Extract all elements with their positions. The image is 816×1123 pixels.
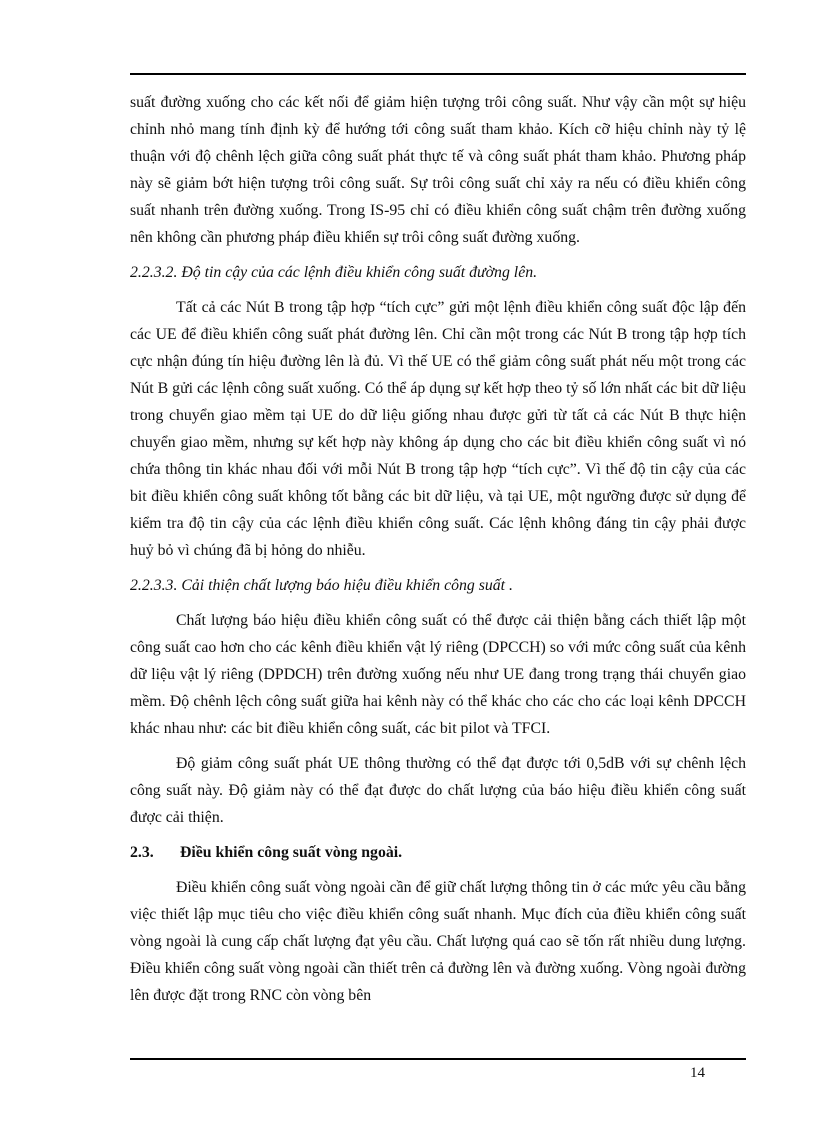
section-heading-2-3 bbox=[130, 839, 746, 866]
subsection-heading-2-2-3-2: 2.2.3.2. Độ tin cậy của các lệnh điều khiển công suất đường lên. bbox=[130, 264, 538, 281]
footer-rule bbox=[130, 1058, 746, 1060]
header-rule bbox=[130, 73, 746, 75]
paragraph-outer-loop: Điều khiển công suất vòng ngoài cần để giữ chất lượng thông tin ở các mức yêu cầu bằng việc thiết lập mục tiêu cho việc điều khiển công suất nhanh. Mục đích của điều khiển công suất vòng ngoài là cung cấp chất lượng đạt yêu cầu. Chất lượng quá cao sẽ tốn rất nhiều dung lượng. Điều khiển công suất vòng ngoài cần thiết trên cả đường lên và đường xuống. Vòng ngoài đường lên được đặt trong RNC còn vòng bên bbox=[130, 879, 746, 1004]
section-title: Điều khiển công suất vòng ngoài. bbox=[180, 844, 403, 861]
subsection-heading-2-2-3-3: 2.2.3.3. Cải thiện chất lượng báo hiệu điều khiển công suất . bbox=[130, 577, 513, 594]
page-number: 14 bbox=[690, 1065, 705, 1081]
section-number: 2.3. bbox=[130, 844, 154, 861]
paragraph-continuation: suất đường xuống cho các kết nối để giảm hiện tượng trôi công suất. Như vậy cần một sự hiệu chỉnh nhỏ mang tính định kỳ để hướng tới công suất tham khảo. Kích cỡ hiệu chỉnh này tỷ lệ thuận với độ chênh lệch giữa công suất phát thực tế và công suất phát tham khảo. Phương pháp này sẽ giảm bớt hiện tượng trôi công suất. Sự trôi công suất chỉ xảy ra nếu có điều khiển công suất nhanh trên đường xuống. Trong IS-95 chỉ có điều khiển công suất chậm trên đường xuống nên không cần phương pháp điều khiển sự trôi công suất đường xuống. bbox=[130, 94, 746, 246]
paragraph-power-reduction: Độ giảm công suất phát UE thông thường có thể đạt được tới 0,5dB với sự chênh lệch công suất này. Độ giảm này có thể đạt được do chất lượng của báo hiệu điều khiển công suất được cải thiện. bbox=[130, 755, 746, 826]
page-body bbox=[130, 89, 746, 1009]
paragraph-signaling-quality: Chất lượng báo hiệu điều khiển công suất có thể được cải thiện bằng cách thiết lập một công suất cao hơn cho các kênh điều khiển vật lý riêng (DPCCH) so với mức công suất của kênh dữ liệu vật lý riêng (DPDCH) trên đường xuống nếu như UE đang trong trạng thái chuyển giao mềm. Độ chênh lệch công suất giữa hai kênh này có thể khác cho các cho các loại kênh DPCCH khác nhau như: các bit điều khiển công suất, các bit pilot và TFCI. bbox=[130, 612, 746, 737]
paragraph-reliability: Tất cả các Nút B trong tập hợp “tích cực” gửi một lệnh điều khiển công suất độc lập đến các UE để điều khiển công suất phát đường lên. Chỉ cần một trong các Nút B trong tập hợp tích cực nhận đúng tín hiệu đường lên là đủ. Vì thế UE có thể giảm công suất phát nếu một trong các Nút B gửi các lệnh công suất xuống. Có thể áp dụng sự kết hợp theo tỷ số lớn nhất các bit dữ liệu trong chuyển giao mềm tại UE do dữ liệu giống nhau được gửi từ tất cả các Nút B thực hiện chuyển giao mềm, nhưng sự kết hợp này không áp dụng cho các bit điều khiển công suất vì nó chứa thông tin khác nhau đối với mỗi Nút B trong tập hợp “tích cực”. Vì thế độ tin cậy của các bit điều khiển công suất không tốt bằng các bit dữ liệu, và tại UE, một ngưỡng được sử dụng để kiểm tra độ tin cậy của các lệnh điều khiển công suất. Các lệnh không đáng tin cậy phải được huỷ bỏ vì chúng đã bị hỏng do nhiễu. bbox=[130, 299, 746, 559]
